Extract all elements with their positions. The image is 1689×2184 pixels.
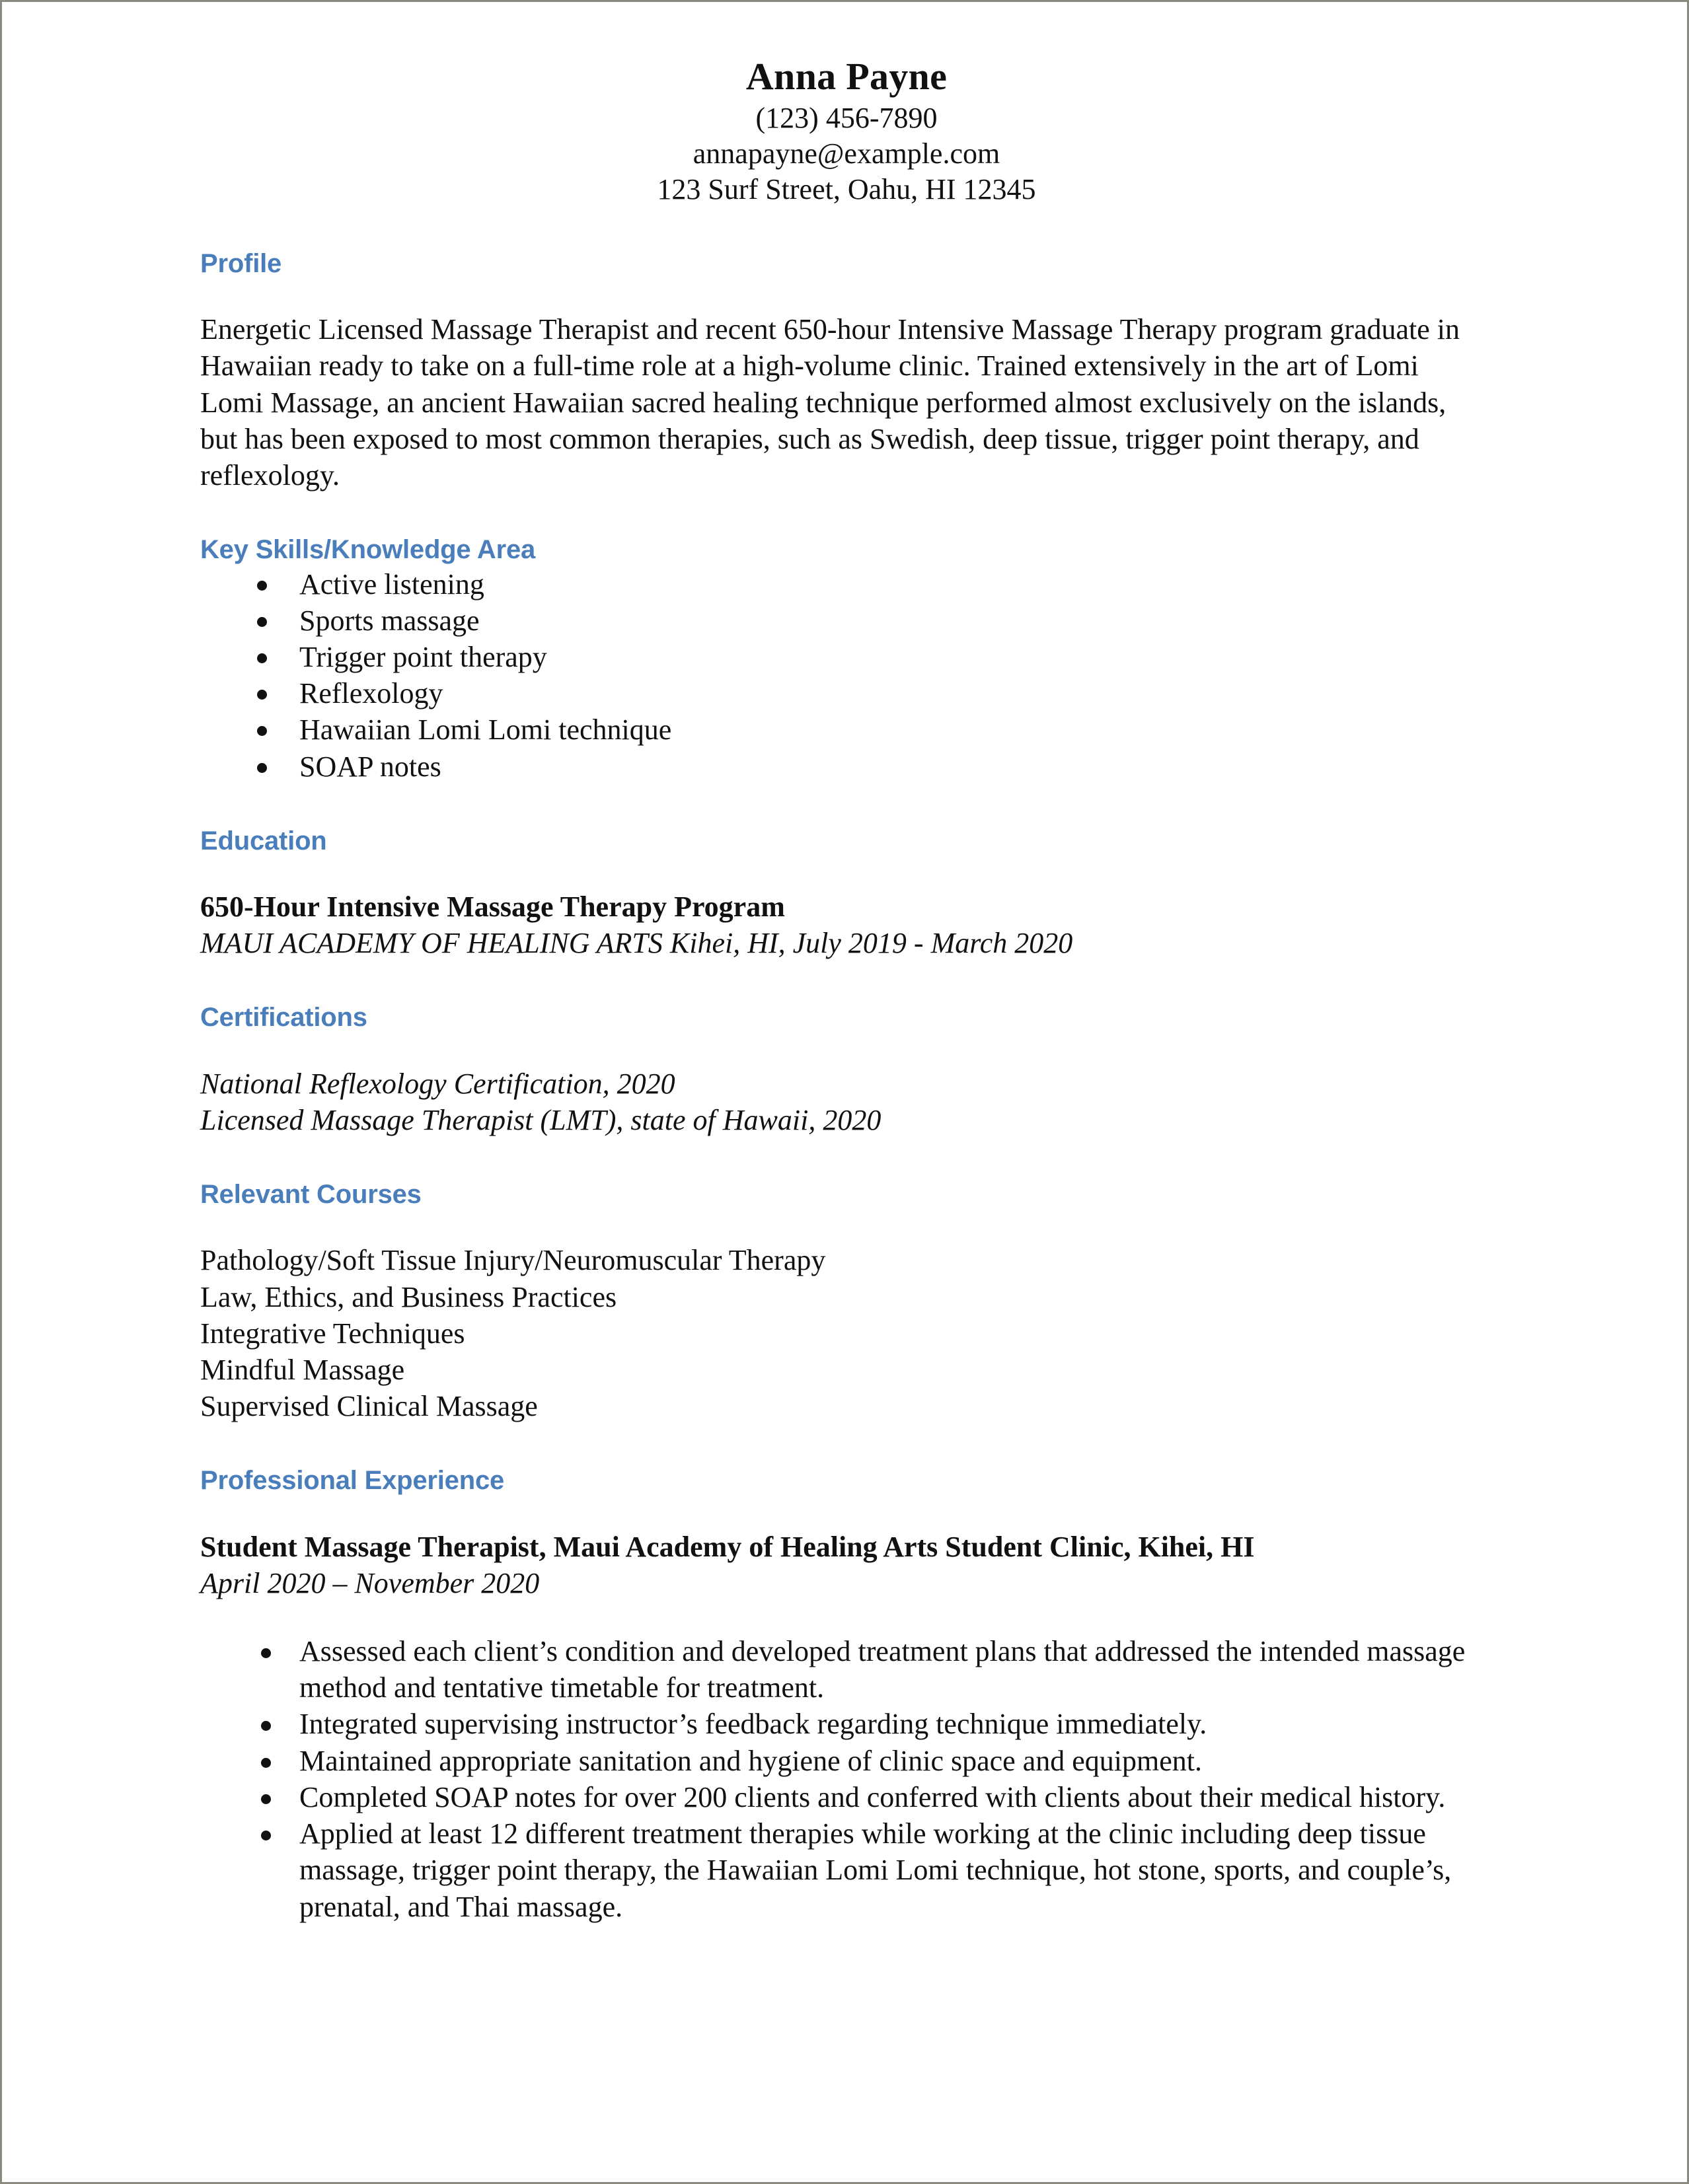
spacer: [200, 1138, 1493, 1179]
contact-phone: (123) 456-7890: [755, 101, 938, 134]
resume-header: [200, 2, 1493, 207]
list-item: SOAP notes: [200, 748, 1493, 785]
relevant-courses-list: [200, 1242, 1493, 1424]
list-item: National Reflexology Certification, 2020: [200, 1067, 675, 1100]
resume-content: [2, 2, 1689, 1925]
list-item: Completed SOAP notes for over 200 clients and conferred with clients about their medical history.: [200, 1779, 1493, 1815]
spacer: [200, 1424, 1493, 1465]
list-item: Maintained appropriate sanitation and hygiene of clinic space and equipment.: [200, 1743, 1493, 1779]
list-item: Sports massage: [200, 602, 1493, 639]
list-item: Reflexology: [200, 675, 1493, 711]
spacer: [200, 207, 1493, 248]
list-item: Hawaiian Lomi Lomi technique: [200, 711, 1493, 748]
section-heading-relevant-courses: Relevant Courses: [200, 1180, 422, 1210]
list-item: Integrative Techniques: [200, 1317, 465, 1350]
section-heading-education: Education: [200, 826, 327, 855]
certifications-list: [200, 1066, 1493, 1138]
section-heading-key-skills: Key Skills/Knowledge Area: [200, 535, 536, 565]
list-item: Pathology/Soft Tissue Injury/Neuromuscular Therapy: [200, 1244, 826, 1277]
spacer: [200, 1601, 1493, 1633]
job-responsibilities-list: [200, 1633, 1493, 1925]
list-item: Supervised Clinical Massage: [200, 1390, 538, 1423]
spacer: [200, 1210, 1493, 1242]
list-item: Law, Ethics, and Business Practices: [200, 1280, 617, 1313]
spacer: [200, 1034, 1493, 1066]
spacer: [200, 961, 1493, 1002]
section-heading-professional-experience: Professional Experience: [200, 1466, 505, 1496]
list-item: Active listening: [200, 566, 1493, 602]
spacer: [200, 493, 1493, 534]
education-institution-line: MAUI ACADEMY OF HEALING ARTS Kihei, HI, July 2019 - March 2020: [200, 927, 1073, 960]
job-title-line: Student Massage Therapist, Maui Academy of Healing Arts Student Clinic, Kihei, HI: [200, 1530, 1255, 1563]
list-item: Applied at least 12 different treatment therapies while working at the clinic including deep tissue massage, trigger point therapy, the Hawaiian Lomi Lomi technique, hot stone, sports, and couple’s, prenatal, and Thai massage.: [200, 1815, 1493, 1925]
section-heading-profile: Profile: [200, 249, 282, 279]
list-item: Assessed each client’s condition and developed treatment plans that addressed the intended massage method and tentative timetable for treatment.: [200, 1633, 1493, 1706]
spacer: [200, 857, 1493, 889]
candidate-name: Anna Payne: [745, 55, 948, 98]
section-heading-certifications: Certifications: [200, 1003, 367, 1033]
profile-summary-text: Energetic Licensed Massage Therapist and recent 650-hour Intensive Massage Therapy program graduate in Hawaiian ready to take on a full-time role at a high-volume clinic. Trained extensively in the art of Lomi Lomi Massage, an ancient Hawaiian sacred healing technique performed almost exclusively on the islands, but has been exposed to most common therapies, such as Swedish, deep tissue, trigger point therapy, and reflexology.: [200, 313, 1460, 492]
education-program-title: 650-Hour Intensive Massage Therapy Program: [200, 891, 785, 924]
list-item: Trigger point therapy: [200, 639, 1493, 675]
contact-address: 123 Surf Street, Oahu, HI 12345: [657, 172, 1036, 205]
spacer: [200, 1497, 1493, 1529]
list-item: Mindful Massage: [200, 1353, 405, 1386]
job-dates: April 2020 – November 2020: [200, 1566, 540, 1599]
spacer: [200, 279, 1493, 311]
list-item: Licensed Massage Therapist (LMT), state of Hawaii, 2020: [200, 1103, 882, 1136]
contact-email: annapayne@example.com: [693, 137, 1000, 170]
spacer: [200, 785, 1493, 826]
list-item: Integrated supervising instructor’s feedback regarding technique immediately.: [200, 1706, 1493, 1742]
key-skills-list: [200, 566, 1493, 785]
